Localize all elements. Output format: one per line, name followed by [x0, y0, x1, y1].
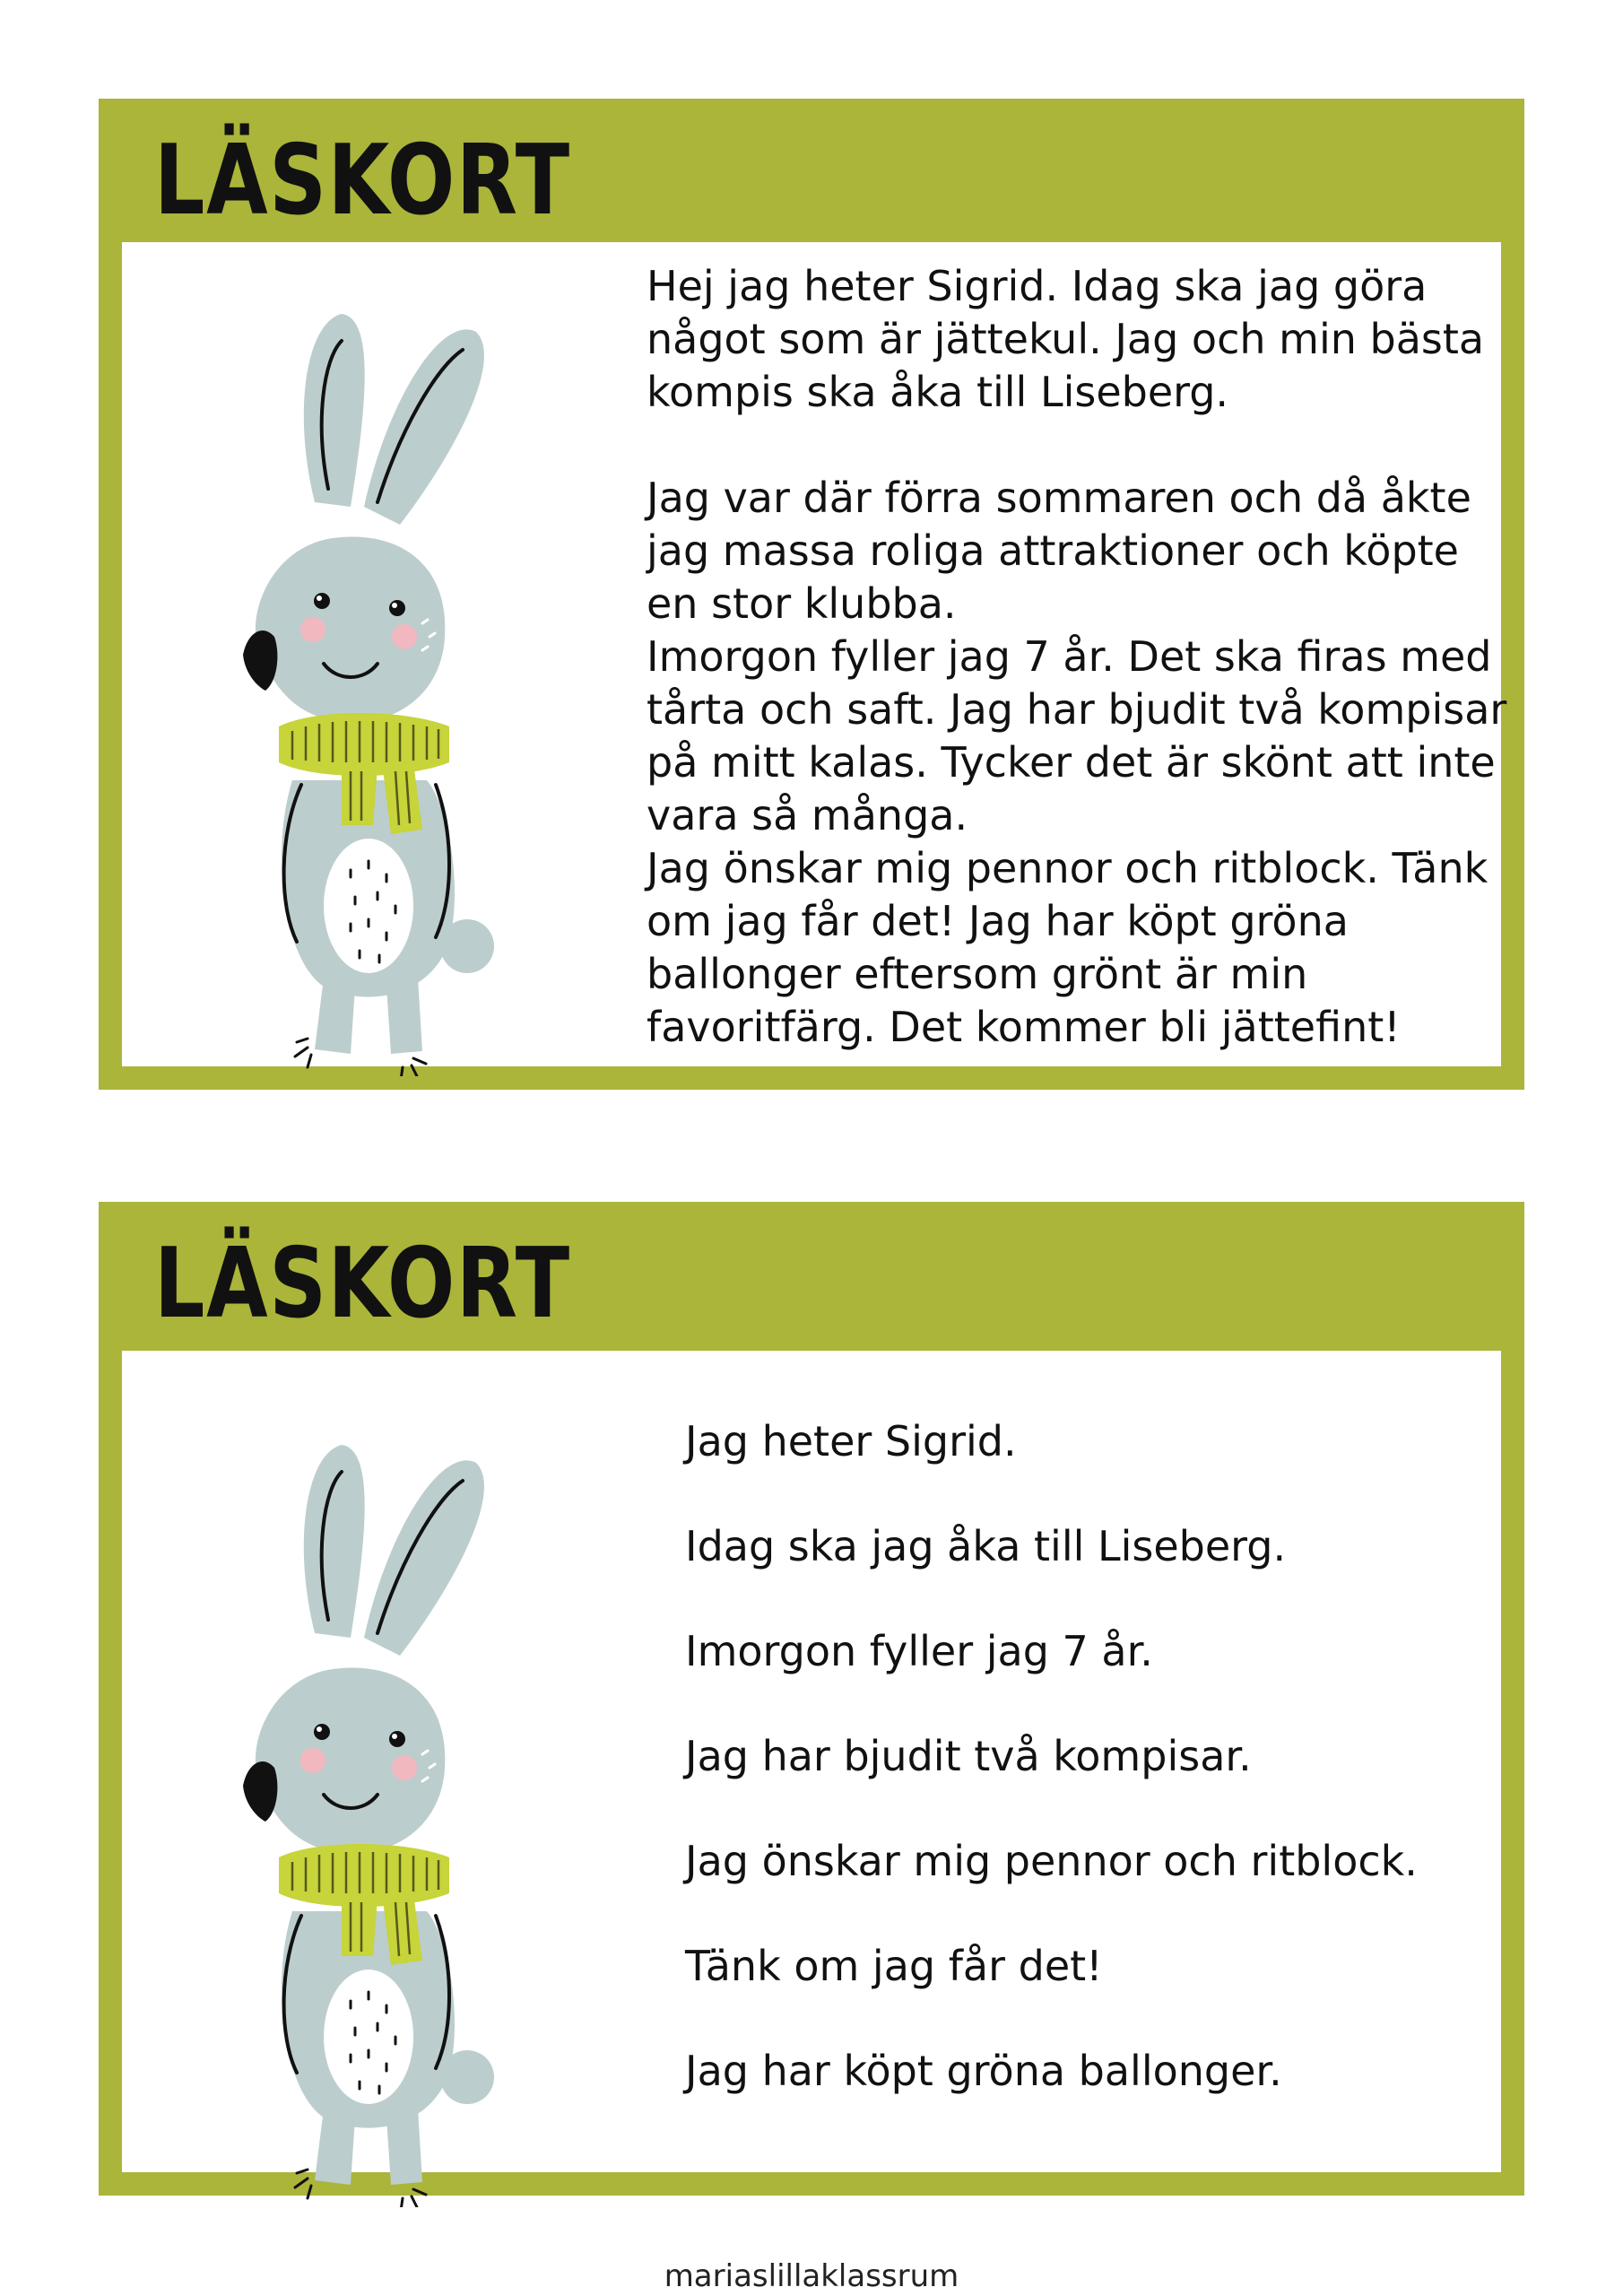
story-paragraph: Imorgon fyller jag 7 år. Det ska firas med tårta och saft. Jag har bjudit två kompisar på mitt kalas. Tycker det är skönt att inte vara så många.: [647, 632, 1507, 839]
card-content-panel: [122, 1351, 1501, 2172]
sentence-item: Jag önskar mig pennor och ritblock.: [685, 1837, 1418, 1885]
story-text: [647, 260, 1507, 1054]
sentence-item: Imorgon fyller jag 7 år.: [685, 1627, 1153, 1675]
sentence-item: Tänk om jag får det!: [685, 1942, 1103, 1990]
card-content-panel: [122, 242, 1507, 1066]
bunny-illustration: [207, 1409, 512, 2207]
footer-credit: mariaslillaklassrum: [664, 2258, 959, 2294]
sentence-item: Idag ska jag åka till Liseberg.: [685, 1522, 1287, 1570]
sentence-item: Jag har köpt gröna ballonger.: [685, 2047, 1282, 2095]
bunny-illustration: [207, 278, 512, 1076]
story-paragraph: Hej jag heter Sigrid. Idag ska jag göra något som är jättekul. Jag och min bästa kompis ska åka till Liseberg.: [647, 262, 1485, 416]
card-title: LÄSKORT: [154, 125, 571, 237]
reading-card-long: [99, 99, 1524, 1090]
story-paragraph: Jag önskar mig pennor och ritblock. Tänk om jag får det! Jag har köpt gröna ballonger eftersom grönt är min favoritfärg. Det kommer bli jättefint!: [647, 844, 1488, 1051]
sentence-item: Jag har bjudit två kompisar.: [685, 1732, 1252, 1780]
card-title: LÄSKORT: [154, 1228, 571, 1340]
sentence-list: [685, 1415, 1492, 2150]
reading-card-short: [99, 1202, 1524, 2196]
sentence-item: Jag heter Sigrid.: [685, 1417, 1017, 1465]
story-paragraph: Jag var där förra sommaren och då åkte jag massa roliga attraktioner och köpte en stor klubba.: [647, 474, 1471, 628]
